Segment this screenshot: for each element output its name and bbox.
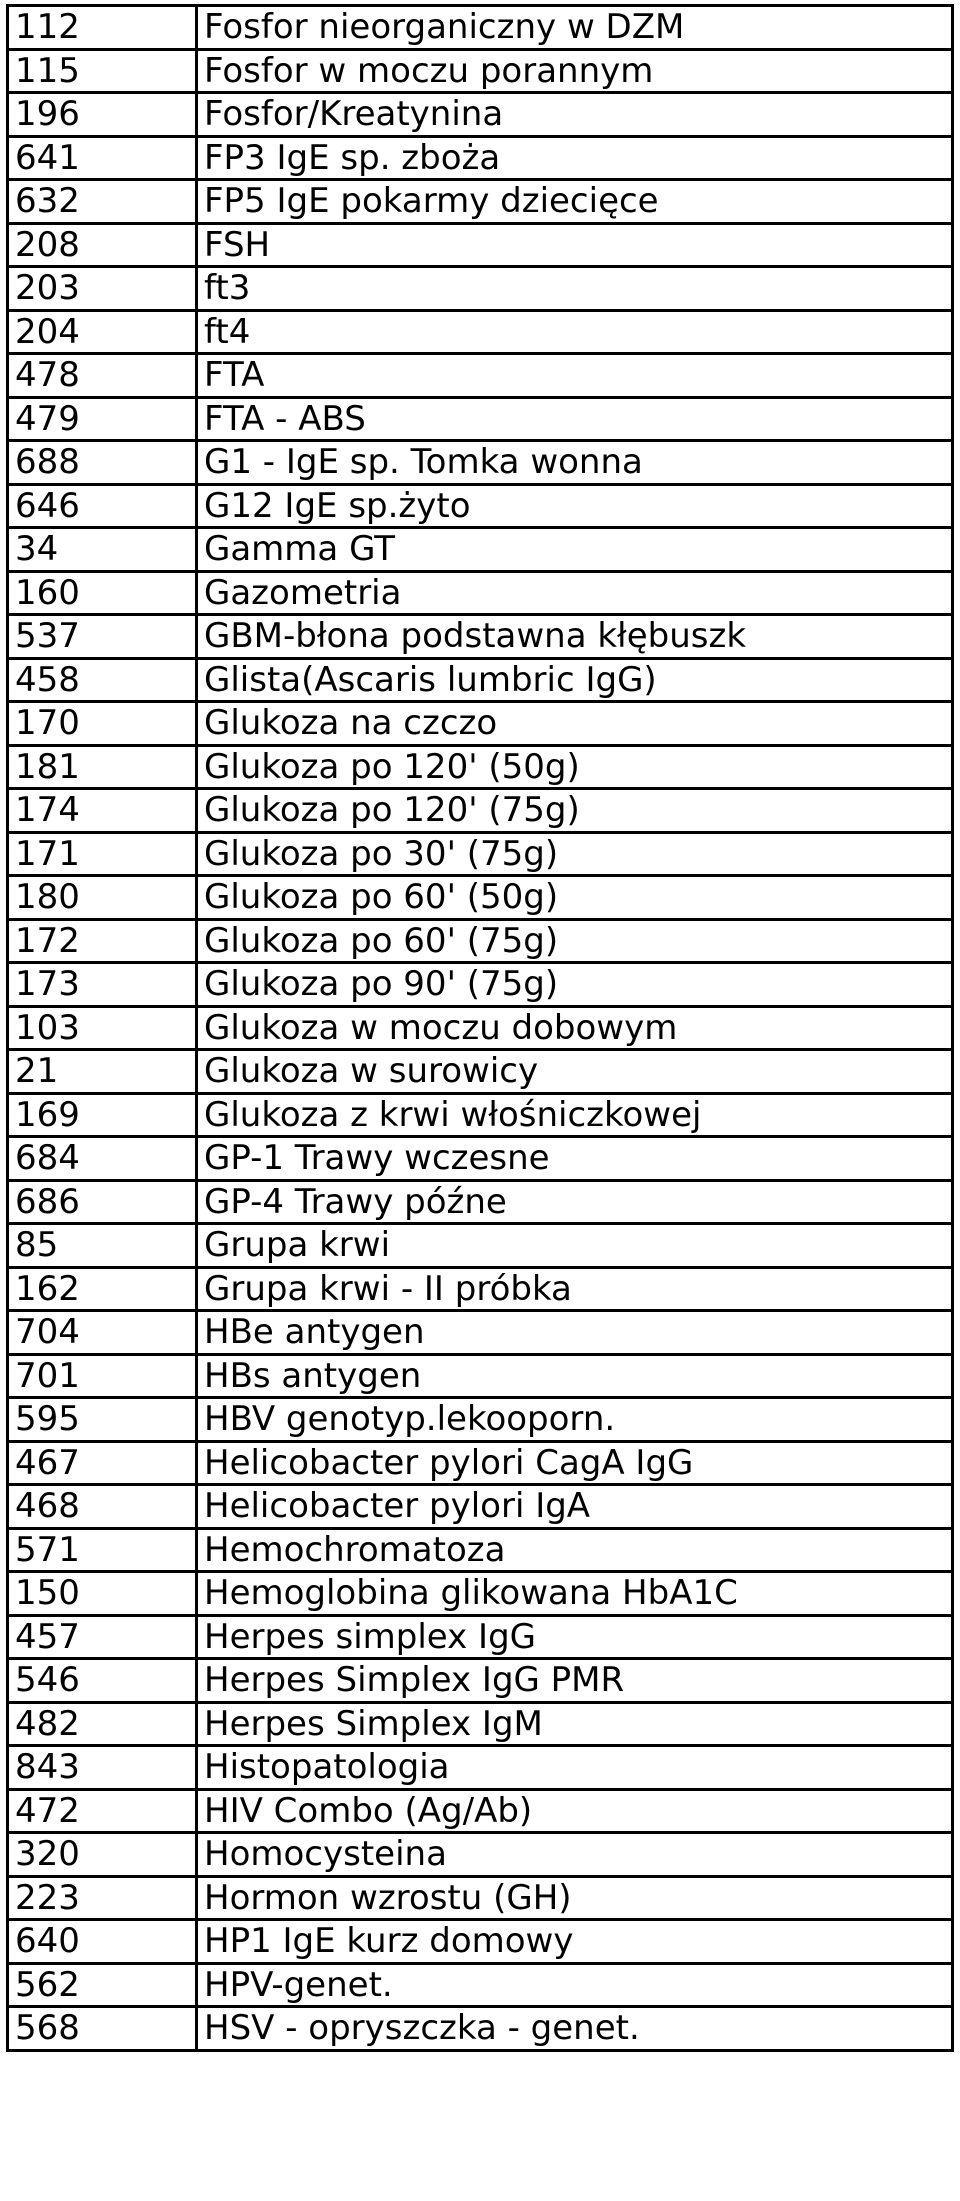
test-name-cell: Glukoza po 30' (75g): [197, 832, 953, 876]
test-code-cell: 103: [8, 1006, 197, 1050]
test-code-cell: 112: [8, 6, 197, 50]
test-code-cell: 85: [8, 1224, 197, 1268]
test-name-cell: Glista(Ascaris lumbric IgG): [197, 658, 953, 702]
test-name-cell: HSV - opryszczka - genet.: [197, 2007, 953, 2051]
table-row: [8, 832, 953, 876]
test-name-cell: HPV-genet.: [197, 1963, 953, 2007]
test-code-cell: 458: [8, 658, 197, 702]
table-row: [8, 1354, 953, 1398]
test-code-cell: 203: [8, 267, 197, 311]
table-row: [8, 441, 953, 485]
table-row: [8, 1615, 953, 1659]
table-row: [8, 1920, 953, 1964]
test-code-cell: 169: [8, 1093, 197, 1137]
test-name-cell: GBM-błona podstawna kłębuszk: [197, 615, 953, 659]
test-code-cell: 686: [8, 1180, 197, 1224]
test-name-cell: Grupa krwi - II próbka: [197, 1267, 953, 1311]
table-row: [8, 397, 953, 441]
table-row: [8, 1050, 953, 1094]
table-row: [8, 1572, 953, 1616]
table-row: [8, 963, 953, 1007]
test-name-cell: Fosfor/Kreatynina: [197, 93, 953, 137]
test-name-cell: Glukoza po 120' (50g): [197, 745, 953, 789]
test-name-cell: Hemochromatoza: [197, 1528, 953, 1572]
table-row: [8, 1702, 953, 1746]
test-code-cell: 320: [8, 1833, 197, 1877]
test-name-cell: Hemoglobina glikowana HbA1C: [197, 1572, 953, 1616]
test-code-cell: 468: [8, 1485, 197, 1529]
table-row: [8, 745, 953, 789]
table-row: [8, 6, 953, 50]
test-code-cell: 196: [8, 93, 197, 137]
test-code-cell: 482: [8, 1702, 197, 1746]
test-code-cell: 170: [8, 702, 197, 746]
test-code-cell: 467: [8, 1441, 197, 1485]
test-name-cell: Glukoza z krwi włośniczkowej: [197, 1093, 953, 1137]
test-name-cell: HBe antygen: [197, 1311, 953, 1355]
table-row: [8, 310, 953, 354]
test-code-cell: 162: [8, 1267, 197, 1311]
test-code-cell: 223: [8, 1876, 197, 1920]
table-row: [8, 528, 953, 572]
test-code-cell: 181: [8, 745, 197, 789]
test-code-cell: 173: [8, 963, 197, 1007]
table-row: [8, 1224, 953, 1268]
table-row: [8, 1659, 953, 1703]
test-name-cell: Fosfor w moczu porannym: [197, 49, 953, 93]
test-code-cell: 204: [8, 310, 197, 354]
test-name-cell: G1 - IgE sp. Tomka wonna: [197, 441, 953, 485]
table-row: [8, 223, 953, 267]
table-row: [8, 1485, 953, 1529]
test-name-cell: FP3 IgE sp. zboża: [197, 136, 953, 180]
test-code-cell: 595: [8, 1398, 197, 1442]
test-code-cell: 172: [8, 919, 197, 963]
table-row: [8, 1746, 953, 1790]
test-name-cell: ft3: [197, 267, 953, 311]
table-row: [8, 49, 953, 93]
test-name-cell: HBV genotyp.lekooporn.: [197, 1398, 953, 1442]
table-row: [8, 136, 953, 180]
test-code-cell: 646: [8, 484, 197, 528]
test-code-table: [6, 4, 954, 2052]
table-row: [8, 1441, 953, 1485]
test-code-cell: 688: [8, 441, 197, 485]
test-code-cell: 150: [8, 1572, 197, 1616]
table-row: [8, 267, 953, 311]
test-name-cell: Herpes Simplex IgM: [197, 1702, 953, 1746]
test-code-cell: 171: [8, 832, 197, 876]
test-code-cell: 180: [8, 876, 197, 920]
test-code-cell: 684: [8, 1137, 197, 1181]
test-name-cell: Hormon wzrostu (GH): [197, 1876, 953, 1920]
test-name-cell: Helicobacter pylori IgA: [197, 1485, 953, 1529]
test-code-cell: 640: [8, 1920, 197, 1964]
table-row: [8, 1876, 953, 1920]
test-code-cell: 115: [8, 49, 197, 93]
test-name-cell: HIV Combo (Ag/Ab): [197, 1789, 953, 1833]
test-name-cell: FTA - ABS: [197, 397, 953, 441]
test-name-cell: HBs antygen: [197, 1354, 953, 1398]
test-code-cell: 208: [8, 223, 197, 267]
table-body: [8, 6, 953, 2051]
test-name-cell: Herpes Simplex IgG PMR: [197, 1659, 953, 1703]
test-name-cell: FP5 IgE pokarmy dziecięce: [197, 180, 953, 224]
test-code-cell: 568: [8, 2007, 197, 2051]
test-code-cell: 174: [8, 789, 197, 833]
table-row: [8, 1528, 953, 1572]
test-code-cell: 160: [8, 571, 197, 615]
table-row: [8, 1398, 953, 1442]
table-row: [8, 1180, 953, 1224]
test-name-cell: Helicobacter pylori CagA IgG: [197, 1441, 953, 1485]
test-code-cell: 632: [8, 180, 197, 224]
table-row: [8, 484, 953, 528]
test-name-cell: Homocysteina: [197, 1833, 953, 1877]
table-row: [8, 354, 953, 398]
test-name-cell: Fosfor nieorganiczny w DZM: [197, 6, 953, 50]
table-row: [8, 1963, 953, 2007]
test-name-cell: Glukoza po 60' (75g): [197, 919, 953, 963]
test-name-cell: ft4: [197, 310, 953, 354]
test-name-cell: Glukoza po 60' (50g): [197, 876, 953, 920]
test-name-cell: FSH: [197, 223, 953, 267]
table-row: [8, 2007, 953, 2051]
test-code-cell: 704: [8, 1311, 197, 1355]
table-row: [8, 702, 953, 746]
table-row: [8, 180, 953, 224]
table-row: [8, 658, 953, 702]
test-code-cell: 479: [8, 397, 197, 441]
test-name-cell: FTA: [197, 354, 953, 398]
test-name-cell: Gamma GT: [197, 528, 953, 572]
table-row: [8, 1006, 953, 1050]
test-code-cell: 701: [8, 1354, 197, 1398]
test-code-cell: 537: [8, 615, 197, 659]
test-name-cell: Gazometria: [197, 571, 953, 615]
test-name-cell: Glukoza po 90' (75g): [197, 963, 953, 1007]
table-row: [8, 1093, 953, 1137]
test-name-cell: GP-4 Trawy późne: [197, 1180, 953, 1224]
test-name-cell: G12 IgE sp.żyto: [197, 484, 953, 528]
table-row: [8, 1833, 953, 1877]
test-name-cell: Glukoza po 120' (75g): [197, 789, 953, 833]
test-code-cell: 457: [8, 1615, 197, 1659]
test-name-cell: Glukoza w moczu dobowym: [197, 1006, 953, 1050]
table-row: [8, 615, 953, 659]
test-code-cell: 562: [8, 1963, 197, 2007]
test-name-cell: Glukoza w surowicy: [197, 1050, 953, 1094]
test-name-cell: GP-1 Trawy wczesne: [197, 1137, 953, 1181]
table-row: [8, 93, 953, 137]
test-code-cell: 21: [8, 1050, 197, 1094]
test-code-cell: 843: [8, 1746, 197, 1790]
test-code-cell: 472: [8, 1789, 197, 1833]
test-code-cell: 34: [8, 528, 197, 572]
test-code-cell: 546: [8, 1659, 197, 1703]
table-row: [8, 1789, 953, 1833]
table-row: [8, 1267, 953, 1311]
table-row: [8, 571, 953, 615]
test-code-cell: 641: [8, 136, 197, 180]
table-row: [8, 876, 953, 920]
test-name-cell: HP1 IgE kurz domowy: [197, 1920, 953, 1964]
table-row: [8, 1137, 953, 1181]
test-name-cell: Histopatologia: [197, 1746, 953, 1790]
test-code-cell: 571: [8, 1528, 197, 1572]
table-row: [8, 1311, 953, 1355]
test-name-cell: Grupa krwi: [197, 1224, 953, 1268]
test-code-cell: 478: [8, 354, 197, 398]
test-name-cell: Glukoza na czczo: [197, 702, 953, 746]
table-row: [8, 789, 953, 833]
test-name-cell: Herpes simplex IgG: [197, 1615, 953, 1659]
table-row: [8, 919, 953, 963]
